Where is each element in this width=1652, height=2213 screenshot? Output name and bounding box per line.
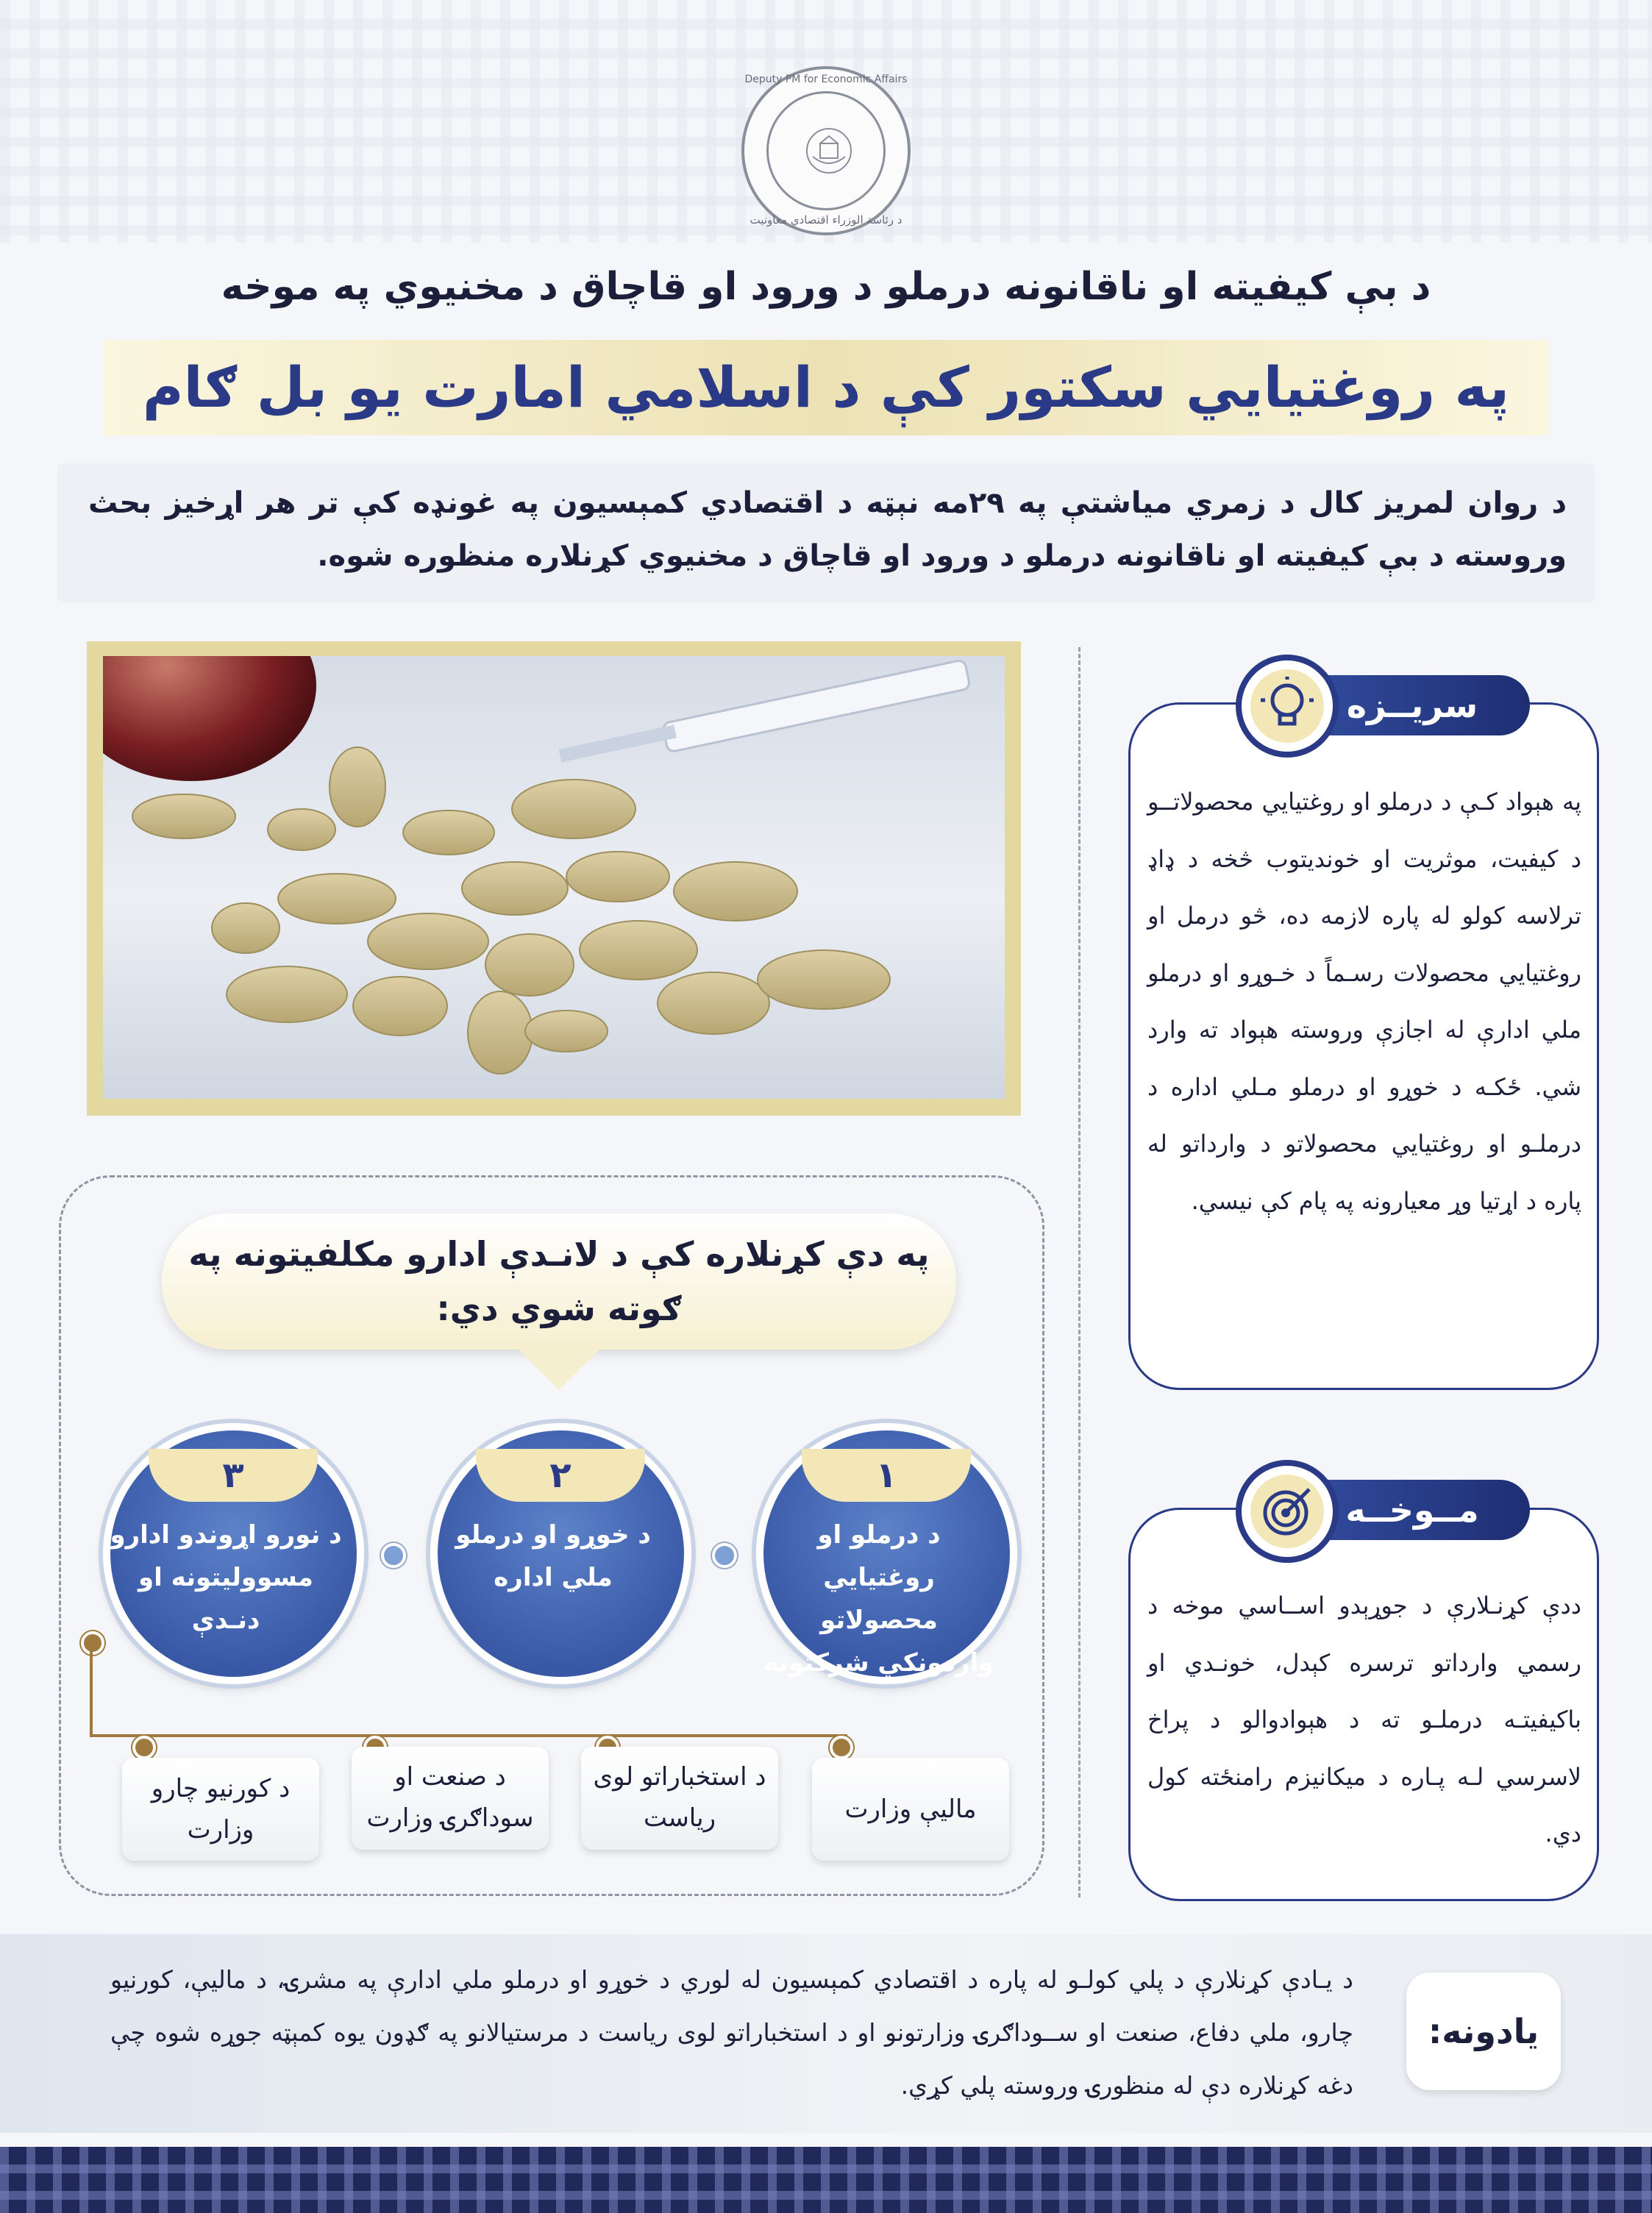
note-text: د یـادې کړنلارې د پلي کولـو له پاره د اقتصادي کمېسیون له لوري د خوړو او درملو ملي ادارې په مشرۍ، د ماليې، کورنيو چارو، ملي دفاع، صنعت او ســوداګرۍ وزارتونو او د استخباراتو لوی ریاست د مرستیالانو په ګډون یوه کمېټه جوړه شوه چې دغه کړنلاره دې له منظورۍ وروسته پلي کړي. <box>110 1965 1353 2100</box>
introduction-body: په هېواد کـې د درملو او روغتیایي محصولاتــو د کیفیت، موثریت او خوندیتوب څخه د ډاډ ترلاسه کولو له پاره لازمه ده، څو درمل او روغتیایي محصولات رسـماً د خـوړو او درملو ملي ادارې له اجازې وروسته هېواد ته وارد شي. ځکـه د خوړو او درملو مـلي اداره د درملـو او روغتیایي محصولاتو د وارداتو له پاره د اړتیا وړ معیارونه په پام کې نیسي. <box>1147 788 1581 1215</box>
ministry-finance: ماليې وزارت <box>844 1795 977 1824</box>
pills-illustration <box>103 656 1005 1099</box>
goal-title: مــوخــه <box>1345 1490 1479 1530</box>
connector-dot-2 <box>381 1543 406 1568</box>
obligation-number-2: ۲ <box>476 1449 645 1502</box>
obligation-label-1: د درملو او روغتیایي محصولاتو واردونکي شرکتونه <box>763 1520 994 1678</box>
obligations-heading: په دې کړنلاره کې د لانـدې ادارو مکلفیتونه په ګوته شوي دي: <box>188 1234 930 1328</box>
ministry-commerce: د صنعت او سوداګرۍ وزارت <box>366 1762 534 1833</box>
tree-root-dot <box>81 1631 104 1655</box>
tree-vertical-line <box>90 1647 93 1736</box>
ministry-intelligence: د استخباراتو لوی ریاست <box>593 1762 766 1833</box>
vertical-divider <box>1078 647 1080 1897</box>
obligation-label-3: د نورو اړوندو ادارو مسوولیتونه او دنـدې <box>110 1520 342 1635</box>
note-label: یادونه: <box>1428 2011 1539 2051</box>
seal-text-top: Deputy PM for Economic Affairs <box>744 74 908 85</box>
tree-horizontal-line <box>90 1734 847 1737</box>
ministry-interior: د کورنيو چارو وزارت <box>151 1774 291 1845</box>
tree-dot-1 <box>830 1736 853 1759</box>
introduction-title: سریــزه <box>1346 685 1478 725</box>
page-title-line2: په روغتیايي سکتور کې د اسلامي امارت یو بل ګام <box>142 354 1510 420</box>
tree-dot-4 <box>132 1736 156 1759</box>
bubble-tail <box>515 1346 603 1397</box>
emblem-icon <box>805 127 852 174</box>
intro-paragraph: د روان لمریز کال د زمري میاشتې په ۲۹مه نېټه د اقتصادي کمېسیون په غونډه کې تر هر اړخیز بحث وروسته د بې کیفیته او ناقانونه درملو د ورود او قاچاق د مخنیوي کړنلاره منظوره شوه. <box>88 486 1567 573</box>
seal-inner-ring <box>766 91 886 210</box>
target-icon <box>1261 1485 1314 1538</box>
obligation-label-2: د خوړو او درملو ملي اداره <box>455 1520 651 1592</box>
lightbulb-icon <box>1261 677 1314 735</box>
seal-text-bottom: د رئاسة الوزراء اقتصادي معاونيت <box>750 213 902 227</box>
deputy-pm-seal <box>741 66 911 235</box>
lightbulb-icon-ring <box>1236 655 1339 758</box>
target-icon-ring <box>1236 1460 1339 1563</box>
obligation-number-3: ۳ <box>149 1449 318 1502</box>
goal-body: ددې کړنـلارې د جوړېدو اســاسي موخه د رسمي وارداتو ترسره کېدل، خونـدي او باکیفیتـه درملـو ته د هېوادوالو د پراخ لاسرسي لـه پـاره د میکانیزم رامنځته کول دي. <box>1147 1592 1581 1847</box>
connector-dot-1 <box>712 1543 737 1568</box>
pills-photo <box>103 656 1005 1099</box>
page-title-line1: د بې کیفیته او ناقانونه درملو د ورود او قاچاق د مخنیوي په موخه <box>221 265 1431 309</box>
bottom-pixel-pattern <box>0 2147 1652 2213</box>
obligation-number-1: ۱ <box>802 1449 971 1502</box>
